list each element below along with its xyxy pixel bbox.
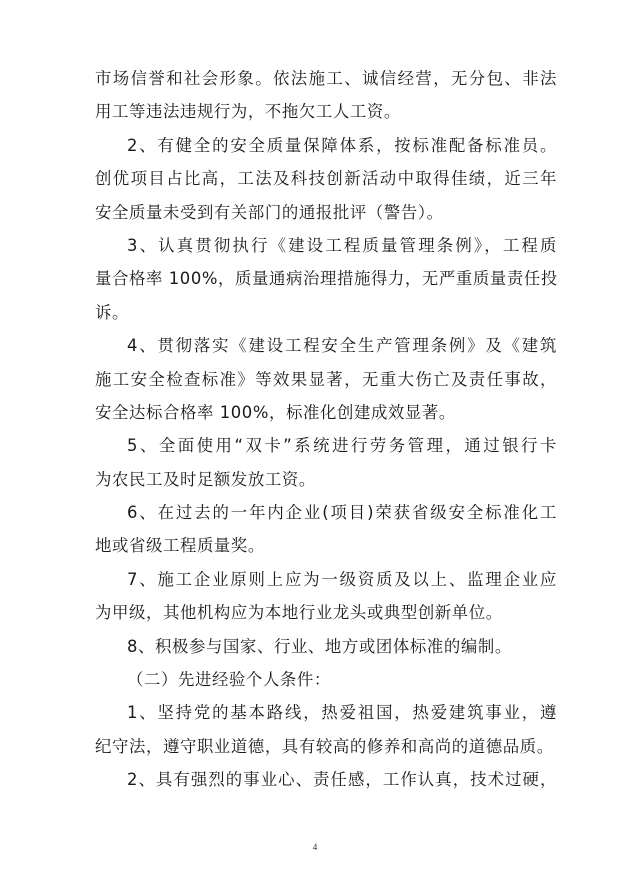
text-line: 施工安全检查标准》等效果显著，无重大伤亡及责任事故， — [95, 369, 557, 389]
text-line: 为农民工及时足额发放工资。 — [95, 469, 316, 489]
text-line: 2、有健全的安全质量保障体系，按标准配备标准员。 — [127, 135, 557, 155]
text-line: 2、具有强烈的事业心、责任感，工作认真，技术过硬， — [127, 770, 557, 790]
section-heading: （二）先进经验个人条件： — [127, 670, 331, 690]
body-text — [95, 62, 557, 797]
text-line: 安全质量未受到有关部门的通报批评（警告）。 — [95, 202, 444, 222]
text-line: 市场信誉和社会形象。依法施工、诚信经营，无分包、非法 — [95, 69, 557, 88]
text-line: 为甲级，其他机构应为本地行业龙头或典型创新单位。 — [95, 603, 503, 623]
text-line: 诉。 — [95, 302, 129, 322]
text-line: 4、贯彻落实《建设工程安全生产管理条例》及《建筑 — [127, 336, 557, 356]
text-line: 用工等违法违规行为，不拖欠工人工资。 — [95, 102, 401, 122]
text-line: 量合格率 100%，质量通病治理措施得力，无严重质量责任投 — [95, 269, 558, 289]
page-number: 4 — [312, 842, 318, 852]
text-line: 6、在过去的一年内企业(项目)荣获省级安全标准化工 — [127, 503, 557, 523]
text-line: 7、施工企业原则上应为一级资质及以上、监理企业应 — [127, 569, 557, 589]
text-line: 5、全面使用“双卡”系统进行劳务管理，通过银行卡 — [127, 436, 557, 456]
text-line: 3、认真贯彻执行《建设工程质量管理条例》，工程质 — [127, 235, 557, 255]
text-line: 纪守法，遵守职业道德，具有较高的修养和高尚的道德品质。 — [95, 736, 554, 756]
text-line: 地或省级工程质量奖。 — [95, 536, 265, 556]
text-line: 1、坚持党的基本路线，热爱祖国，热爱建筑事业，遵 — [127, 703, 557, 723]
text-line: 安全达标合格率 100%，标准化创建成效显著。 — [95, 402, 456, 422]
text-line: 创优项目占比高，工法及科技创新活动中取得佳绩，近三年 — [95, 169, 557, 189]
text-line: 8、积极参与国家、行业、地方或团体标准的编制。 — [127, 636, 512, 656]
